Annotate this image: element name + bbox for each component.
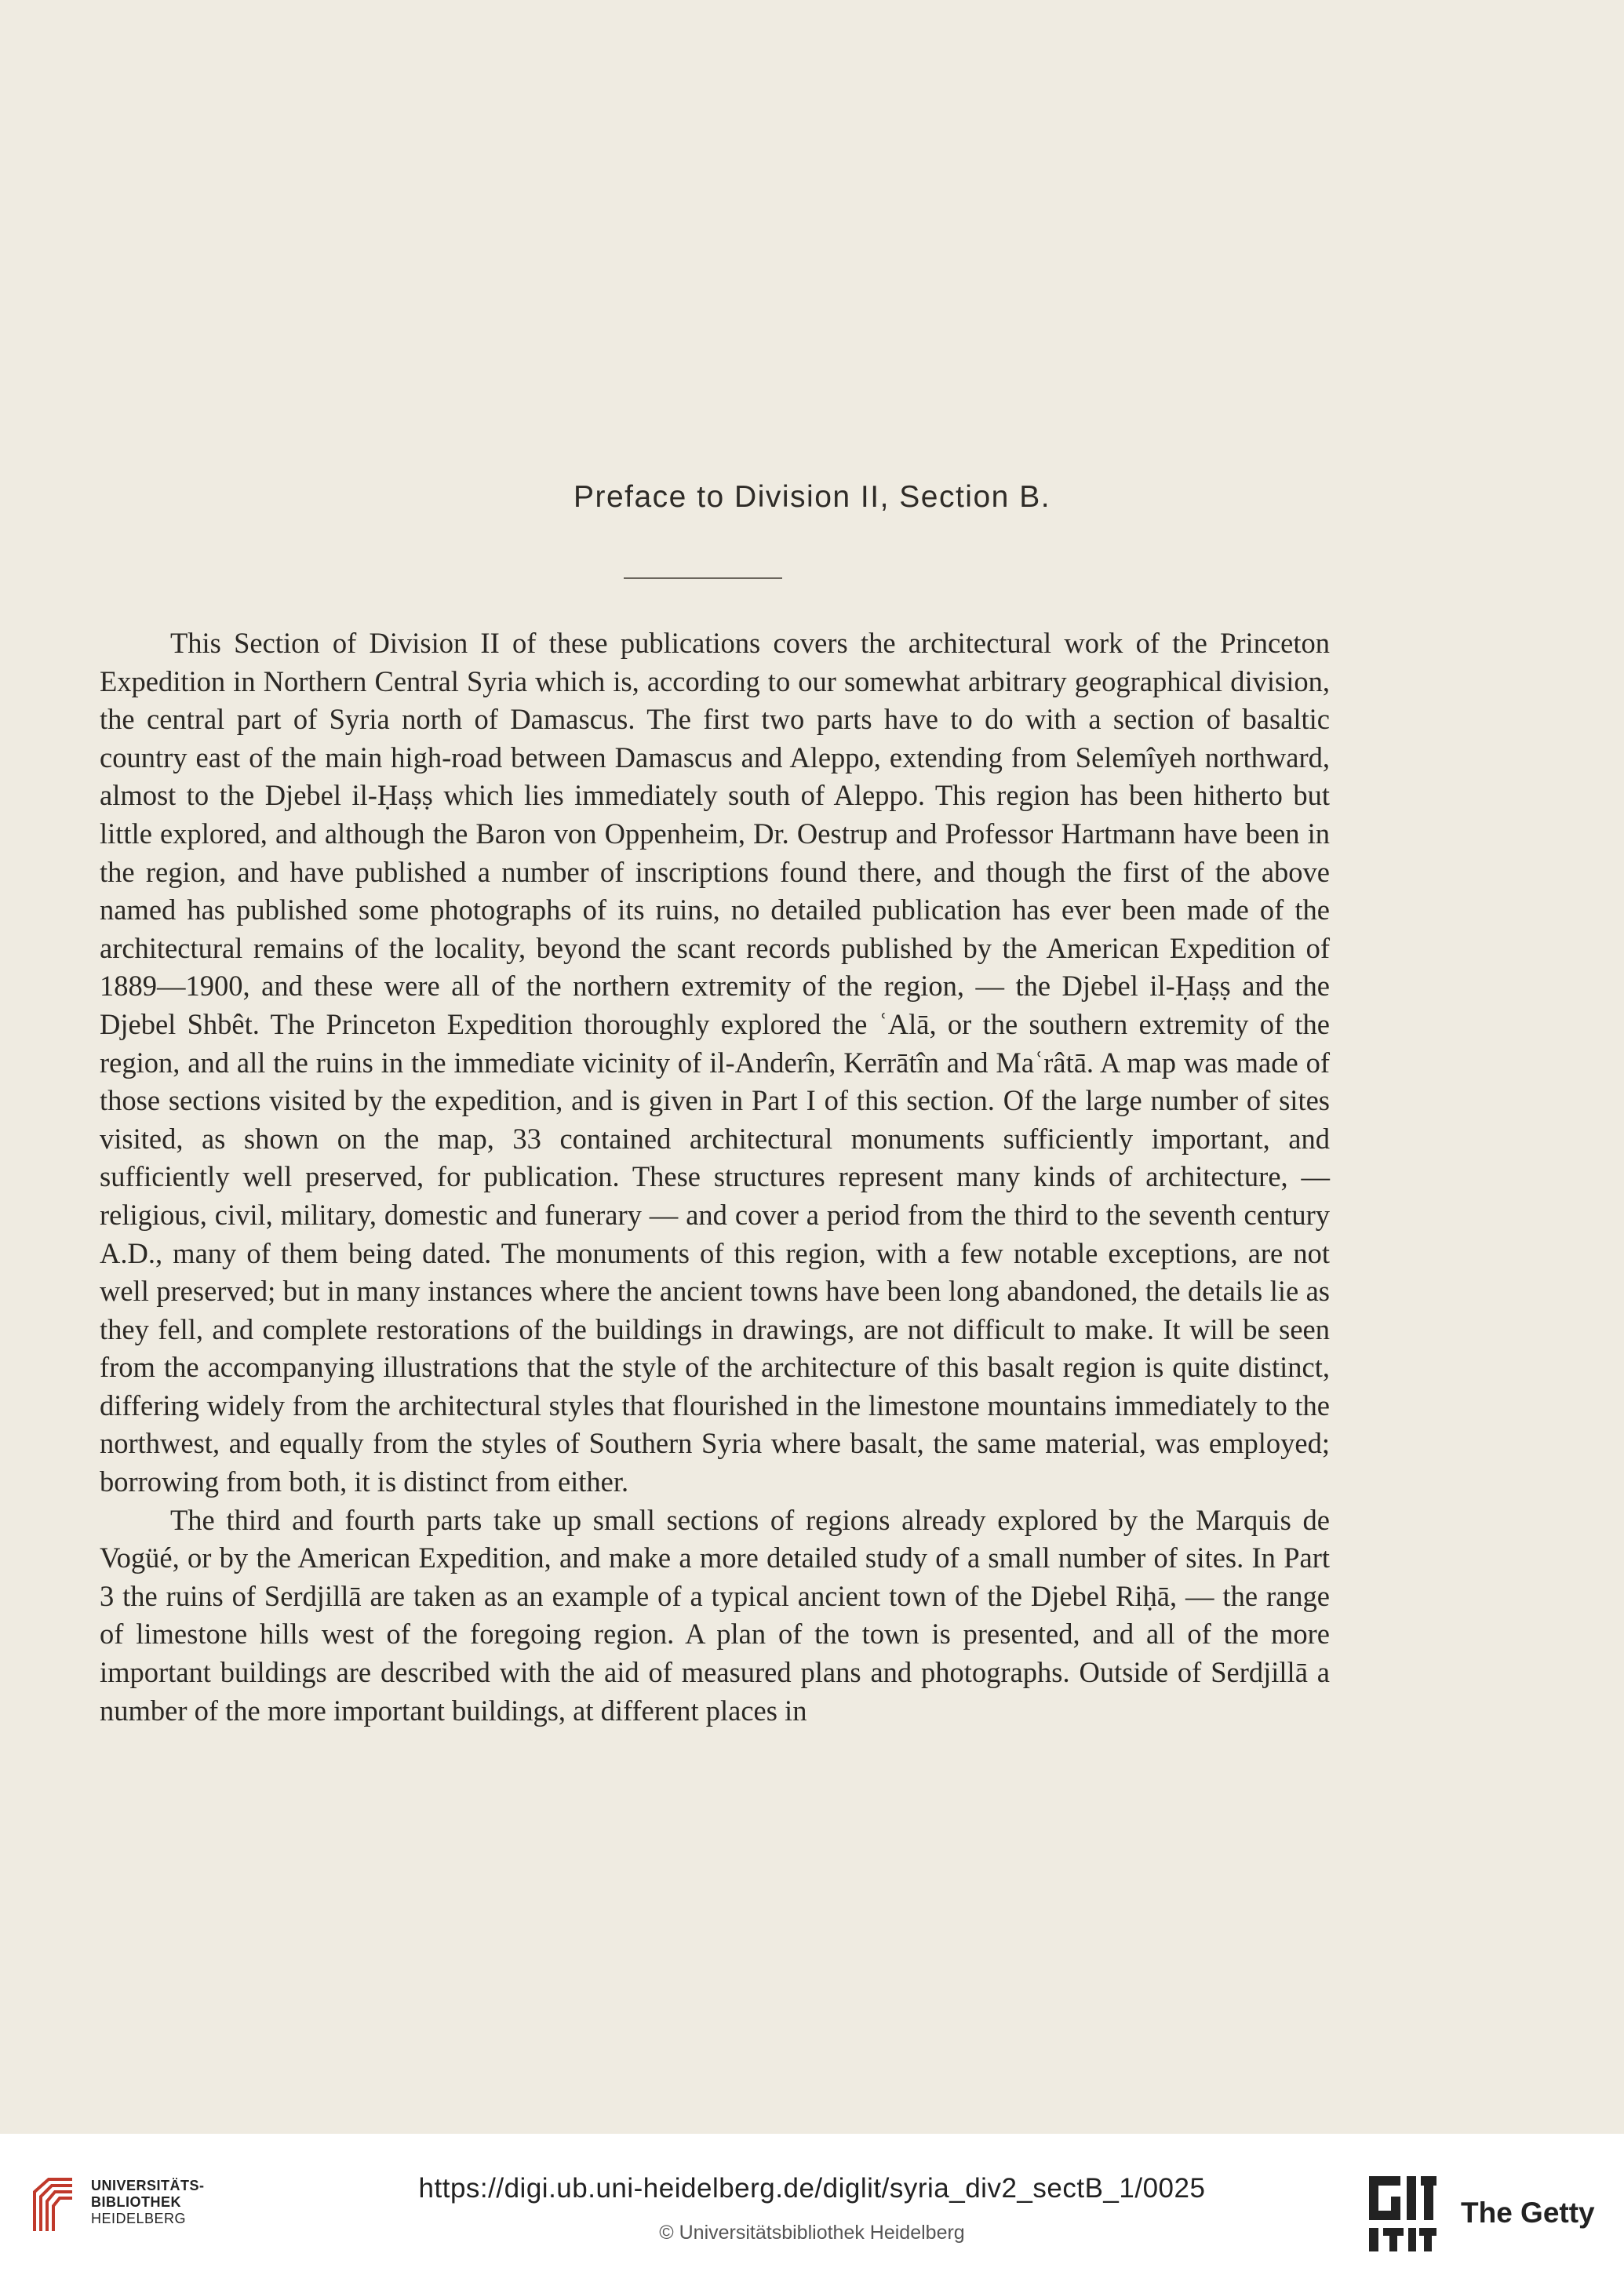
page-title: Preface to Division II, Section B. — [573, 480, 1051, 514]
body-text — [100, 624, 1330, 1730]
library-name-line2: BIBLIOTHEK — [91, 2194, 181, 2210]
sponsor-name: The Getty — [1461, 2197, 1595, 2229]
library-city: HEIDELBERG — [91, 2211, 187, 2226]
title-rule — [624, 577, 782, 579]
copyright-notice: © Universitätsbibliothek Heidelberg — [659, 2222, 965, 2244]
library-name-line1: UNIVERSITÄTS- — [91, 2178, 205, 2193]
paragraph: The third and fourth parts take up small sections of regions already explored by the Marquis de Vogüé, or by the American Expedition, and make a more detailed study of a small number of sites. In Part 3 the ruins of Serdjillā are taken as an example of a typical ancient town of the Djebel Riḥā, — the range of limestone hills west of the foregoing region. A plan of the town is presented, and all of the more important buildings are described with the aid of measured plans and photographs. Outside of Serdjillā a number of the more important buildings, at different places in — [100, 1503, 1330, 1727]
getty-logo-icon — [1369, 2176, 1436, 2251]
paragraph: This Section of Division II of these publications covers the architectural work of the Princeton Expedition in Northern Central Syria which is, according to our somewhat arbitrary geographical division, the central part of Syria north of Damascus. The first two parts have to do with a section of basaltic country east of the main high-road between Damascus and Aleppo, extending from Selemîyeh northward, almost to the Djebel il-Ḥaṣṣ which lies immediately south of Aleppo. This region has been hitherto but little explored, and although the Baron von Oppenheim, Dr. Oestrup and Professor Hartmann have been in the region, and have published a number of inscriptions found there, and though the first of the above named has published some photographs of its ruins, no detailed publication has ever been made of the architectural remains of the locality, beyond the scant records published by the American Expedition of 1889—1900, and these were all of the northern extremity of the region, — the Djebel il-Ḥaṣṣ and the Djebel Shbêt. The Princeton Expedition thoroughly explored the ʿAlā, or the southern extremity of the region, and all the ruins in the immediate vicinity of il-Anderîn, Kerrātîn and Maʿrâtā. A map was made of those sections visited by the expedition, and is given in Part I of this section. Of the large number of sites visited, as shown on the map, 33 contained architectural monuments sufficiently important, and sufficiently well preserved, for publication. These structures represent many kinds of architecture, — religious, civil, military, domestic and funerary — and cover a period from the third to the seventh century A.D., many of them being dated. The monuments of this region, with a few notable exceptions, are not well preserved; but in many instances where the ancient towns have been long abandoned, the details lie as they fell, and complete restorations of the buildings in drawings, are not difficult to make. It will be seen from the accompanying illustrations that the style of the architecture of this basalt region is quite distinct, differing widely from the architectural styles that flourished in the limestone mountains immediately to the northwest, and equally from the styles of Southern Syria where basalt, the same material, was employed; borrowing from both, it is distinct from either. — [100, 627, 1330, 1498]
source-url-link[interactable]: https://digi.ub.uni-heidelberg.de/diglit/syria_div2_sectB_1/0025 — [418, 2173, 1206, 2204]
footer-bar — [0, 2134, 1624, 2275]
